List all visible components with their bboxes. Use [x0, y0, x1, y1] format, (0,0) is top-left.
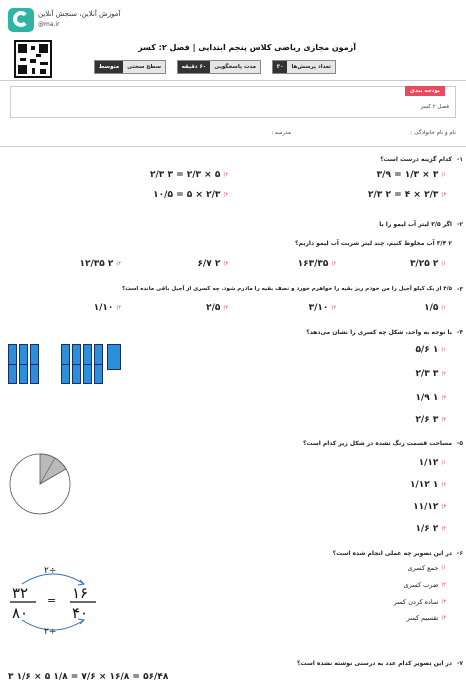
option[interactable]: ۳) ۲/۵: [206, 303, 228, 313]
equals-sign: =: [47, 594, 57, 607]
question-number: ۱-: [456, 156, 463, 163]
unit-bar: [8, 344, 17, 384]
unit-bar: [19, 344, 28, 384]
student-name-label: نام و نام خانوادگی :: [410, 130, 456, 136]
option[interactable]: ۳) ۱ ۱/۹: [415, 393, 446, 403]
question-number: ۴-: [456, 329, 463, 336]
section-text: فصل ۲ کسر: [420, 104, 449, 110]
section-box: [10, 86, 456, 118]
option[interactable]: ۱) ۲ ۳/۲۵: [409, 259, 446, 269]
option[interactable]: ۱) ۳ × ۱/۳ = ۳/۹: [376, 170, 446, 180]
section-tag: بودجه بندی: [405, 86, 445, 96]
denominator-right: ۴۰: [72, 604, 89, 622]
question-text: در این تصویر چه عملی انجام شده است؟: [332, 550, 452, 557]
question-text: اگر ۳/۵ لیتر آب لیمو را با: [379, 221, 452, 228]
option[interactable]: ۲) ۱۶۳/۳۵: [297, 259, 336, 269]
shape-bar: [61, 344, 70, 384]
shape-bar: [83, 344, 92, 384]
divide-bottom-label: ÷۲: [44, 627, 57, 637]
question-number: ۶-: [456, 550, 463, 557]
brand-site: @ma.ir: [38, 21, 60, 28]
pie-figure: [8, 452, 72, 516]
option[interactable]: ۲) ۵ × ۲/۳ = ۳ ۲/۳: [150, 170, 228, 180]
option[interactable]: ۱) ۱/۱۲: [418, 458, 446, 468]
option[interactable]: ۲) ۳/۱۰: [308, 303, 336, 313]
question-number: ۷-: [456, 660, 463, 667]
option[interactable]: ۴) تقسیم کسر: [406, 614, 446, 622]
denominator-left: ۸۰: [12, 604, 29, 622]
option[interactable]: ۱) ۱ ۵/۶: [415, 345, 446, 355]
question-number: ۲-: [456, 221, 463, 228]
divider: [0, 80, 466, 81]
option[interactable]: ۱) ۱/۵: [424, 303, 446, 313]
brand-name: آموزش آنلاین، سنجش آنلاین: [38, 10, 121, 18]
option[interactable]: ۳) ۱۱/۱۲: [413, 502, 446, 512]
meta-questions: تعداد پرسش‌ها ۲۰: [272, 60, 336, 74]
meta-duration: مدت پاسخگویی ۶۰ دقیقه: [177, 60, 261, 74]
option[interactable]: ۲) ۳ ۲/۳: [415, 369, 446, 379]
option[interactable]: ۴) ۲ ۱۲/۳۵: [79, 259, 121, 269]
unit-bar: [30, 344, 39, 384]
shape-bar-partial: [107, 344, 121, 370]
option[interactable]: ۴) ۱/۱۰: [93, 303, 121, 313]
question-text: ۴/۵ از یک کیلو آجیل را من خودم ریز بقیه را خواهرم خورد و نصف بقیه را مادرم شود. چه کسری از آجیل باقی مانده است؟: [122, 286, 452, 292]
question-text: با توجه به واحد، شکل چه کسری را نشان می‌دهد؟: [306, 329, 452, 336]
numerator-left: ۳۲: [12, 584, 29, 602]
divider: [0, 146, 466, 147]
qr-code-icon: [14, 40, 52, 78]
meta-difficulty: سطح سختی متوسط: [94, 60, 166, 74]
shape-bar: [94, 344, 103, 384]
option[interactable]: ۲) ۱ ۱/۱۲: [409, 480, 446, 490]
option[interactable]: ۳) ۲/۳ × ۴ = ۲ ۲/۳: [368, 190, 446, 200]
brand-logo: [8, 8, 34, 32]
question-formula: ۳ ۱/۶ × ۵ ۱/۸ = ۷/۶ × ۱۶/۸ = ۵۶/۴۸: [8, 672, 169, 682]
question-text: کدام گزینه درست است؟: [380, 156, 452, 163]
option[interactable]: ۳) ساده کردن کسر: [393, 598, 446, 606]
question-text: در این تصویر کدام عدد به درستی نوشته نشده است؟: [296, 660, 452, 667]
school-label: مدرسه :: [271, 130, 291, 136]
question-number: ۳-: [456, 286, 463, 293]
logo-g-icon: [13, 11, 29, 27]
question-number: ۵-: [456, 440, 463, 447]
option[interactable]: ۴) ۲/۳ × ۵ = ۱۰/۵: [153, 190, 228, 200]
question-text-continued: ۲ ۳/۴ آب مخلوط کنیم، چند لیتر شربت آب لیمو داریم؟: [295, 240, 452, 247]
numerator-right: ۱۶: [72, 584, 89, 602]
option[interactable]: ۳) ۲ ۶/۷: [197, 259, 228, 269]
shape-bar: [72, 344, 81, 384]
question-text: مساحت قسمت رنگ نشده در شکل زیر کدام است؟: [302, 440, 452, 447]
divide-top-label: ÷۲: [44, 566, 57, 576]
option[interactable]: ۴) ۳ ۲/۶: [415, 415, 446, 425]
option[interactable]: ۴) ۲ ۱/۶: [415, 524, 446, 534]
option[interactable]: ۱) جمع کسری: [407, 564, 446, 572]
option[interactable]: ۲) ضرب کسری: [403, 581, 446, 589]
exam-title: آزمون مجازی ریاضی کلاس پنجم ابتدایی | فصل ۲: کسر: [138, 43, 356, 52]
